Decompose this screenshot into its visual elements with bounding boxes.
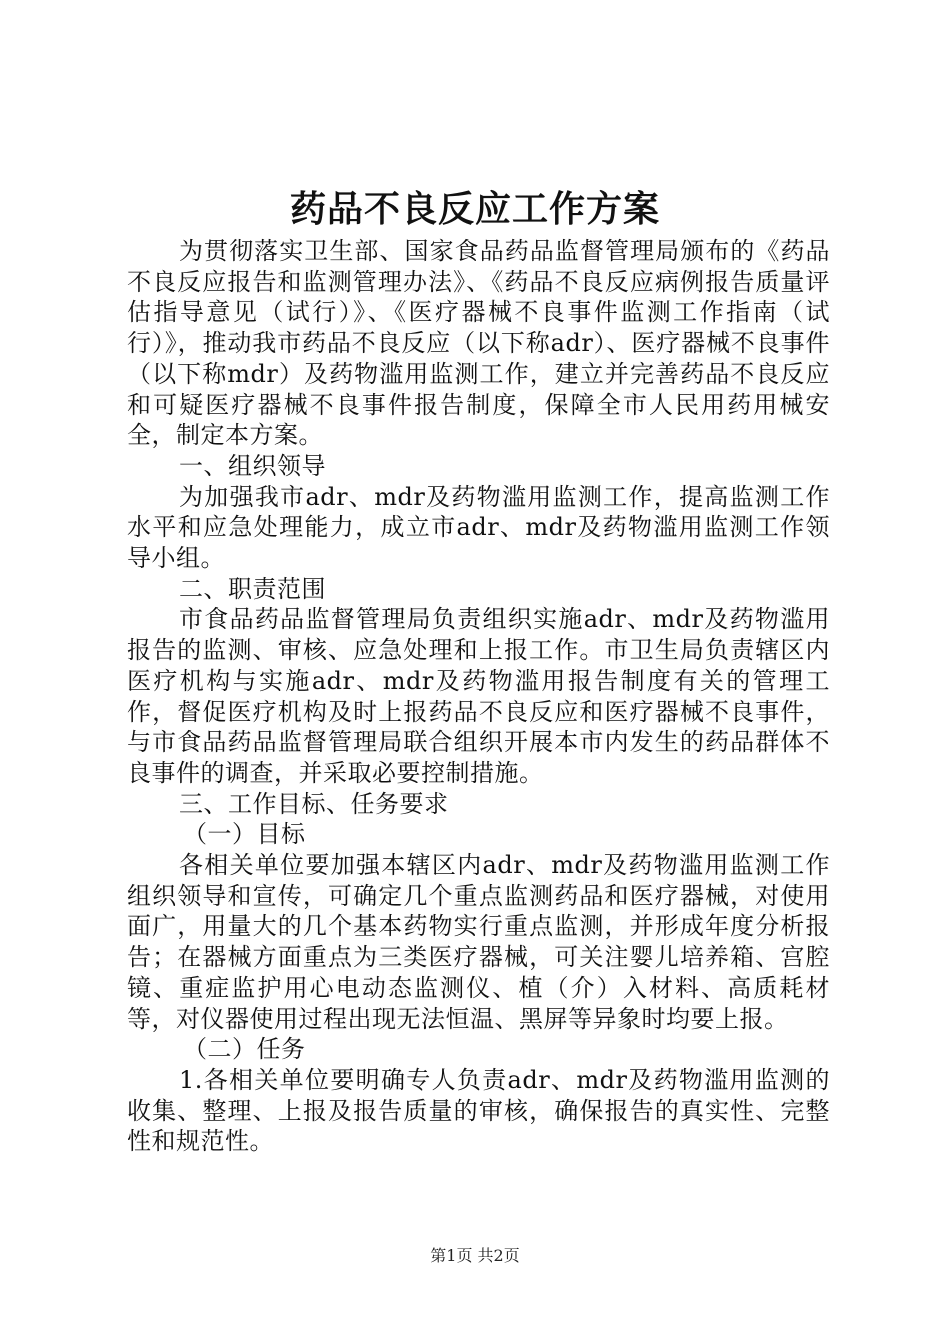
intro-paragraph: 为贯彻落实卫生部、国家食品药品监督管理局颁布的《药品不良反应报告和监测管理办法》、《药品不良反应病例报告质量评估指导意见（试行）》、《医疗器械不良事件监测工作指南（试行）》，推动我市药品不良反应（以下称adr）、医疗器械不良事件（以下称mdr）及药物滥用监测工作，建立并完善药品不良反应和可疑医疗器械不良事件报告制度，保障全市人民用药用械安全，制定本方案。 <box>127 237 830 450</box>
section-heading-responsibilities: 二、职责范围 <box>179 574 326 603</box>
section-heading-goals-tasks: 三、工作目标、任务要求 <box>179 789 449 818</box>
goals-paragraph: 各相关单位要加强本辖区内adr、mdr及药物滥用监测工作组织领导和宣传，可确定几个重点监测药品和医疗器械，对使用面广，用量大的几个基本药物实行重点监测，并形成年度分析报告；在器械方面重点为三类医疗器械，可关注婴儿培养箱、宫腔镜、重症监护用心电动态监测仪、植（介）入材料、高质耗材等，对仪器使用过程出现无法恒温、黑屏等异象时均要上报。 <box>127 851 830 1033</box>
page-indicator: 第1页 共2页 <box>430 1246 520 1265</box>
subheading-goals: （一）目标 <box>183 820 306 849</box>
task-item-1: 1.各相关单位要明确专人负责adr、mdr及药物滥用监测的收集、整理、上报及报告质量的审核，确保报告的真实性、完整性和规范性。 <box>127 1065 830 1156</box>
responsibilities-paragraph: 市食品药品监督管理局负责组织实施adr、mdr及药物滥用报告的监测、审核、应急处理和上报工作。市卫生局负责辖区内医疗机构与实施adr、mdr及药物滥用报告制度有关的管理工作，督促医疗机构及时上报药品不良反应和医疗器械不良事件，与市食品药品监督管理局联合组织开展本市内发生的药品群体不良事件的调查，并采取必要控制措施。 <box>127 605 830 787</box>
section-heading-organization: 一、组织领导 <box>179 451 326 480</box>
document-title: 药品不良反应工作方案 <box>289 188 660 230</box>
document-body <box>127 236 830 1157</box>
organization-paragraph: 为加强我市adr、mdr及药物滥用监测工作，提高监测工作水平和应急处理能力，成立市adr、mdr及药物滥用监测工作领导小组。 <box>127 482 830 573</box>
subheading-tasks: （二）任务 <box>183 1035 306 1064</box>
